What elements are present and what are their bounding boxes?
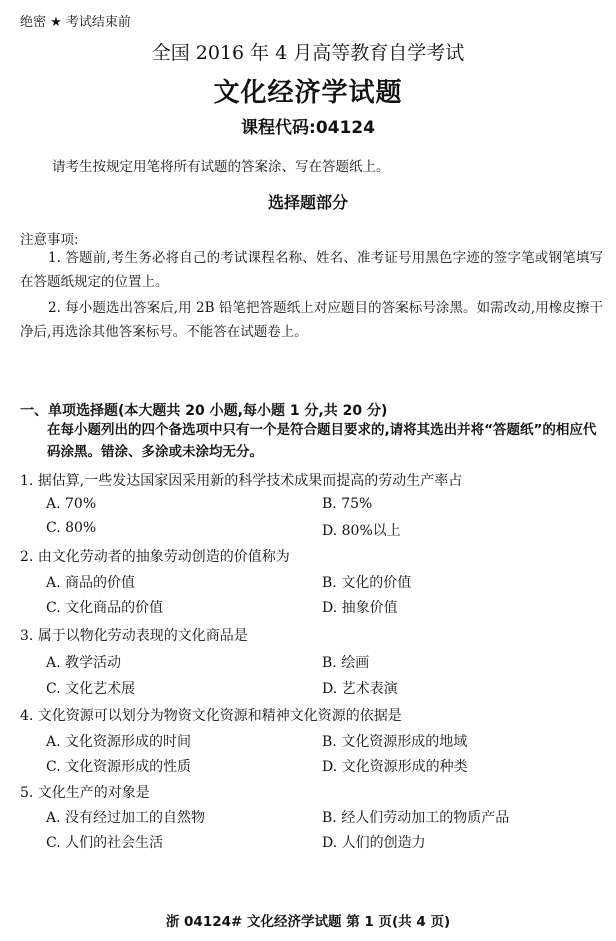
question-stem: 5. 文化生产的对象是 (20, 785, 150, 801)
option-c: C. 文化商品的价值 (46, 600, 164, 616)
part-title: 一、单项选择题(本大题共 20 小题,每小题 1 分,共 20 分) (20, 403, 388, 419)
option-d: D. 艺术表演 (322, 681, 398, 697)
answer-instruction: 请考生按规定用笔将所有试题的答案涂、写在答题纸上。 (52, 159, 390, 175)
exam-title: 全国 2016 年 4 月高等教育自学考试 (151, 42, 465, 64)
option-c: C. 人们的社会生活 (46, 835, 164, 851)
option-c: C. 文化艺术展 (46, 681, 136, 697)
option-c: C. 文化资源形成的性质 (46, 759, 192, 775)
question-stem: 2. 由文化劳动者的抽象劳动创造的价值称为 (20, 549, 290, 565)
part-description: 在每小题列出的四个备选项中只有一个是符合题目要求的,请将其选出并将“答题纸”的相应代码涂黑。错涂、多涂或未涂均无分。 (47, 422, 597, 460)
option-d: D. 80%以上 (322, 523, 401, 539)
confidential-label: 绝密 ★ 考试结束前 (20, 15, 131, 30)
option-a: A. 70% (46, 496, 97, 512)
option-b: B. 经人们劳动加工的物质产品 (322, 810, 510, 826)
option-a: A. 文化资源形成的时间 (46, 734, 192, 750)
option-a: A. 没有经过加工的自然物 (46, 810, 206, 826)
option-a: A. 教学活动 (46, 655, 122, 671)
course-code: 课程代码:04124 (241, 118, 375, 138)
option-b: B. 75% (322, 496, 373, 512)
notes-heading: 注意事项: (20, 232, 79, 248)
note-item-2: 2. 每小题选出答案后,用 2B 铅笔把答题纸上对应题目的答案标号涂黑。如需改动,用橡皮擦干净后,再选涂其他答案标号。不能答在试题卷上。 (20, 300, 603, 340)
option-d: D. 人们的创造力 (322, 835, 426, 851)
subject-title: 文化经济学试题 (213, 78, 403, 108)
option-a: A. 商品的价值 (46, 575, 136, 591)
question-stem: 3. 属于以物化劳动表现的文化商品是 (20, 628, 248, 644)
option-d: D. 文化资源形成的种类 (322, 759, 468, 775)
option-b: B. 文化的价值 (322, 575, 412, 591)
question-stem: 1. 据估算,一些发达国家因采用新的科学技术成果而提高的劳动生产率占 (20, 473, 463, 489)
page-footer: 浙 04124# 文化经济学试题 第 1 页(共 4 页) (165, 914, 451, 930)
option-c: C. 80% (46, 520, 97, 536)
question-stem: 4. 文化资源可以划分为物资文化资源和精神文化资源的依据是 (20, 708, 402, 724)
note-item-1: 1. 答题前,考生务必将自己的考试课程名称、姓名、准考证号用黑色字迹的签字笔或钢笔填写在答题纸规定的位置上。 (20, 250, 603, 290)
section-title: 选择题部分 (267, 193, 348, 212)
option-b: B. 绘画 (322, 655, 370, 671)
option-b: B. 文化资源形成的地域 (322, 734, 468, 750)
option-d: D. 抽象价值 (322, 600, 398, 616)
